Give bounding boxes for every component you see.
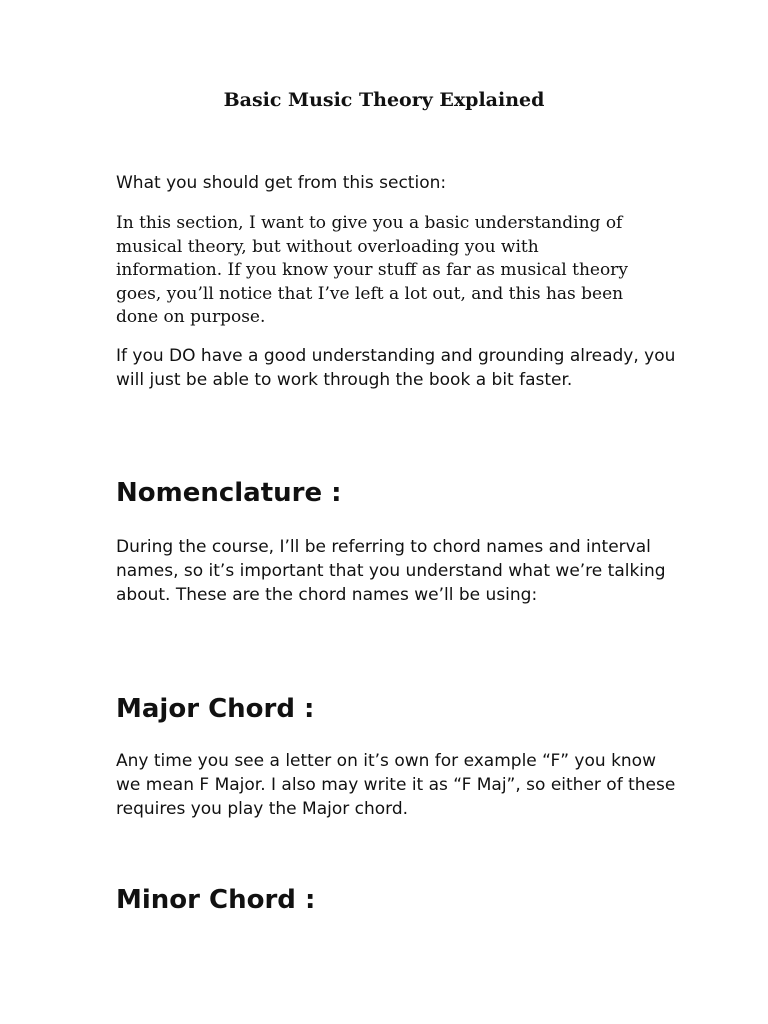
document-title: Basic Music Theory Explained: [223, 89, 545, 111]
intro-paragraph: In this section, I want to give you a basic understanding of musical theory, but without overloading you with information. If you know your stuff as far as musical theory goes, you’ll notice that I’ve left a lot out, and this has been done on purpose.: [116, 213, 628, 327]
section-heading-nomenclature: Nomenclature :: [116, 478, 342, 508]
section-heading-minor-chord: Minor Chord :: [116, 885, 316, 915]
grounding-paragraph: If you DO have a good understanding and grounding already, you will just be able to work through the book a bit faster.: [116, 346, 676, 390]
intro-label: What you should get from this section:: [116, 173, 447, 193]
section-heading-major-chord: Major Chord :: [116, 694, 315, 724]
section-body-nomenclature: During the course, I’ll be referring to chord names and interval names, so it’s important that you understand what we’re talking about. These are the chord names we’ll be using:: [116, 537, 666, 605]
section-body-major-chord: Any time you see a letter on it’s own for example “F” you know we mean F Major. I also may write it as “F Maj”, so either of these requires you play the Major chord.: [116, 751, 676, 819]
